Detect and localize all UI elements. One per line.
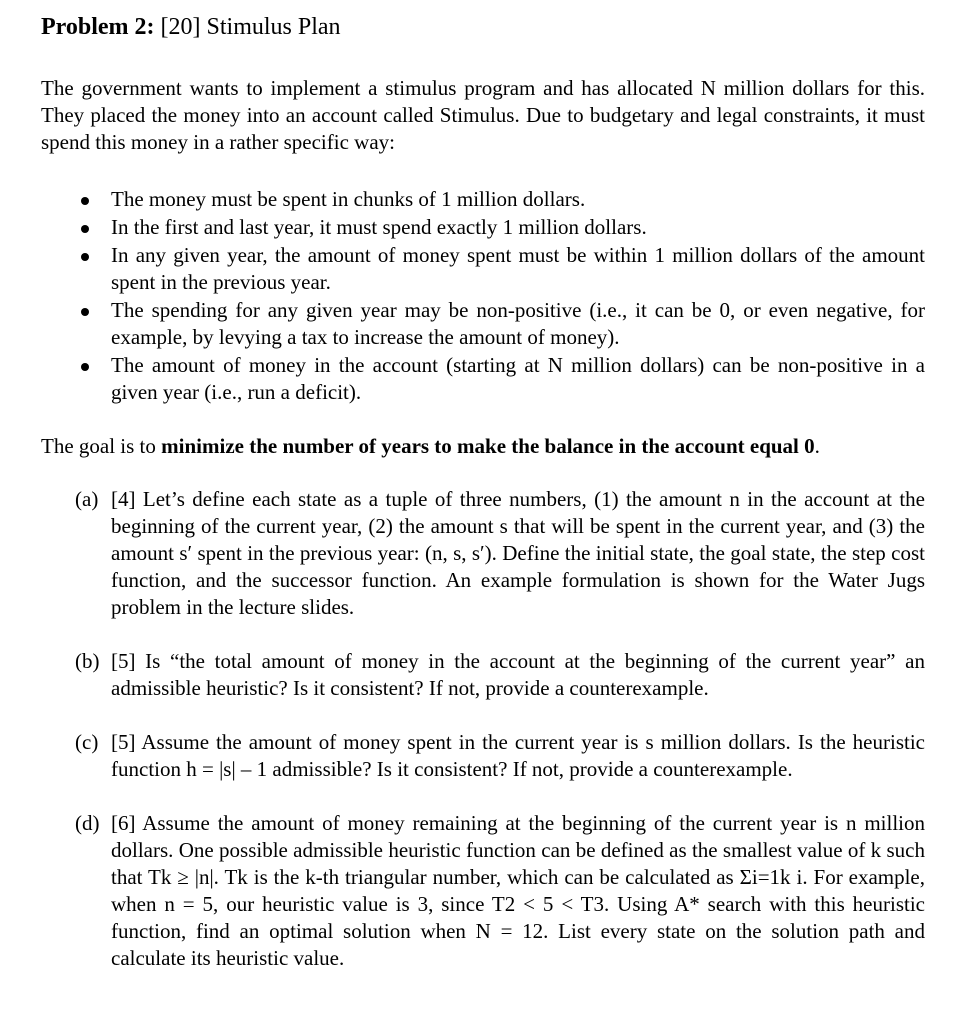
rule-item xyxy=(41,297,925,351)
bullet-dot-icon xyxy=(81,253,89,261)
part-text: [4] Let’s define each state as a tuple of three numbers, (1) the amount n in the account at the beginning of the current year, (2) the amount s that will be spent in the current year, and (3) the amount s′ spent in the previous year: (n, s, s′). Define the initial state, the goal state, the step cost function, and the successor function. An example formulation is shown for the Water Jugs problem in the lecture slides. xyxy=(111,487,925,619)
bullet-dot-icon xyxy=(81,308,89,316)
part-b xyxy=(41,648,925,702)
intro-paragraph: The government wants to implement a stimulus program and has allocated N million dollars for this. They placed the money into an account called Stimulus. Due to budgetary and legal constraints, it must spend this money in a rather specific way: xyxy=(41,76,925,154)
part-label: (a) xyxy=(75,487,99,511)
goal-statement xyxy=(41,433,925,460)
rules-list xyxy=(41,186,925,406)
bullet-dot-icon xyxy=(81,225,89,233)
rule-text: The money must be spent in chunks of 1 million dollars. xyxy=(111,187,586,211)
goal-prefix: The goal is to xyxy=(41,434,162,458)
problem-name: Stimulus Plan xyxy=(206,14,341,40)
bullet-dot-icon xyxy=(81,363,89,371)
rule-item xyxy=(41,186,925,213)
rule-item xyxy=(41,352,925,406)
rule-text: The spending for any given year may be non-positive (i.e., it can be 0, or even negative, for example, by levying a tax to increase the amount of money). xyxy=(111,298,925,349)
rule-item xyxy=(41,242,925,296)
problem-title xyxy=(41,10,925,44)
part-label: (c) xyxy=(75,730,99,754)
goal-suffix: . xyxy=(814,434,820,458)
part-text: [5] Is “the total amount of money in the account at the beginning of the current year” an admissible heuristic? Is it consistent? If not, provide a counterexample. xyxy=(111,649,925,700)
part-c xyxy=(41,729,925,783)
part-a xyxy=(41,486,925,621)
part-text: [5] Assume the amount of money spent in the current year is s million dollars. Is the heuristic function h = |s| – 1 admissible? Is it consistent? If not, provide a counterexample. xyxy=(111,730,925,781)
goal-bold: minimize the number of years to make the balance in the account equal 0 xyxy=(161,434,815,458)
problem-label: Problem 2: xyxy=(41,14,155,40)
rule-text: In the first and last year, it must spend exactly 1 million dollars. xyxy=(111,215,647,239)
problem-points: [20] xyxy=(160,14,201,40)
part-label: (d) xyxy=(75,811,100,835)
part-text: [6] Assume the amount of money remaining at the beginning of the current year is n million dollars. One possible admissible heuristic function can be defined as the smallest value of k such that Tk ≥ |n|. Tk is the k-th triangular number, which can be calculated as Σi=1k i. For example, when n = 5, our heuristic value is 3, since T2 < 5 < T3. Using A* search with this heuristic function, find an optimal solution when N = 12. List every state on the solution path and calculate its heuristic value. xyxy=(111,811,925,970)
rule-text: The amount of money in the account (starting at N million dollars) can be non-positive in a given year (i.e., run a deficit). xyxy=(111,353,925,404)
problem-document xyxy=(41,10,925,999)
rule-text: In any given year, the amount of money spent must be within 1 million dollars of the amount spent in the previous year. xyxy=(111,243,925,294)
part-label: (b) xyxy=(75,649,100,673)
rule-item xyxy=(41,214,925,241)
bullet-dot-icon xyxy=(81,197,89,205)
part-d xyxy=(41,810,925,972)
question-parts xyxy=(41,486,925,972)
